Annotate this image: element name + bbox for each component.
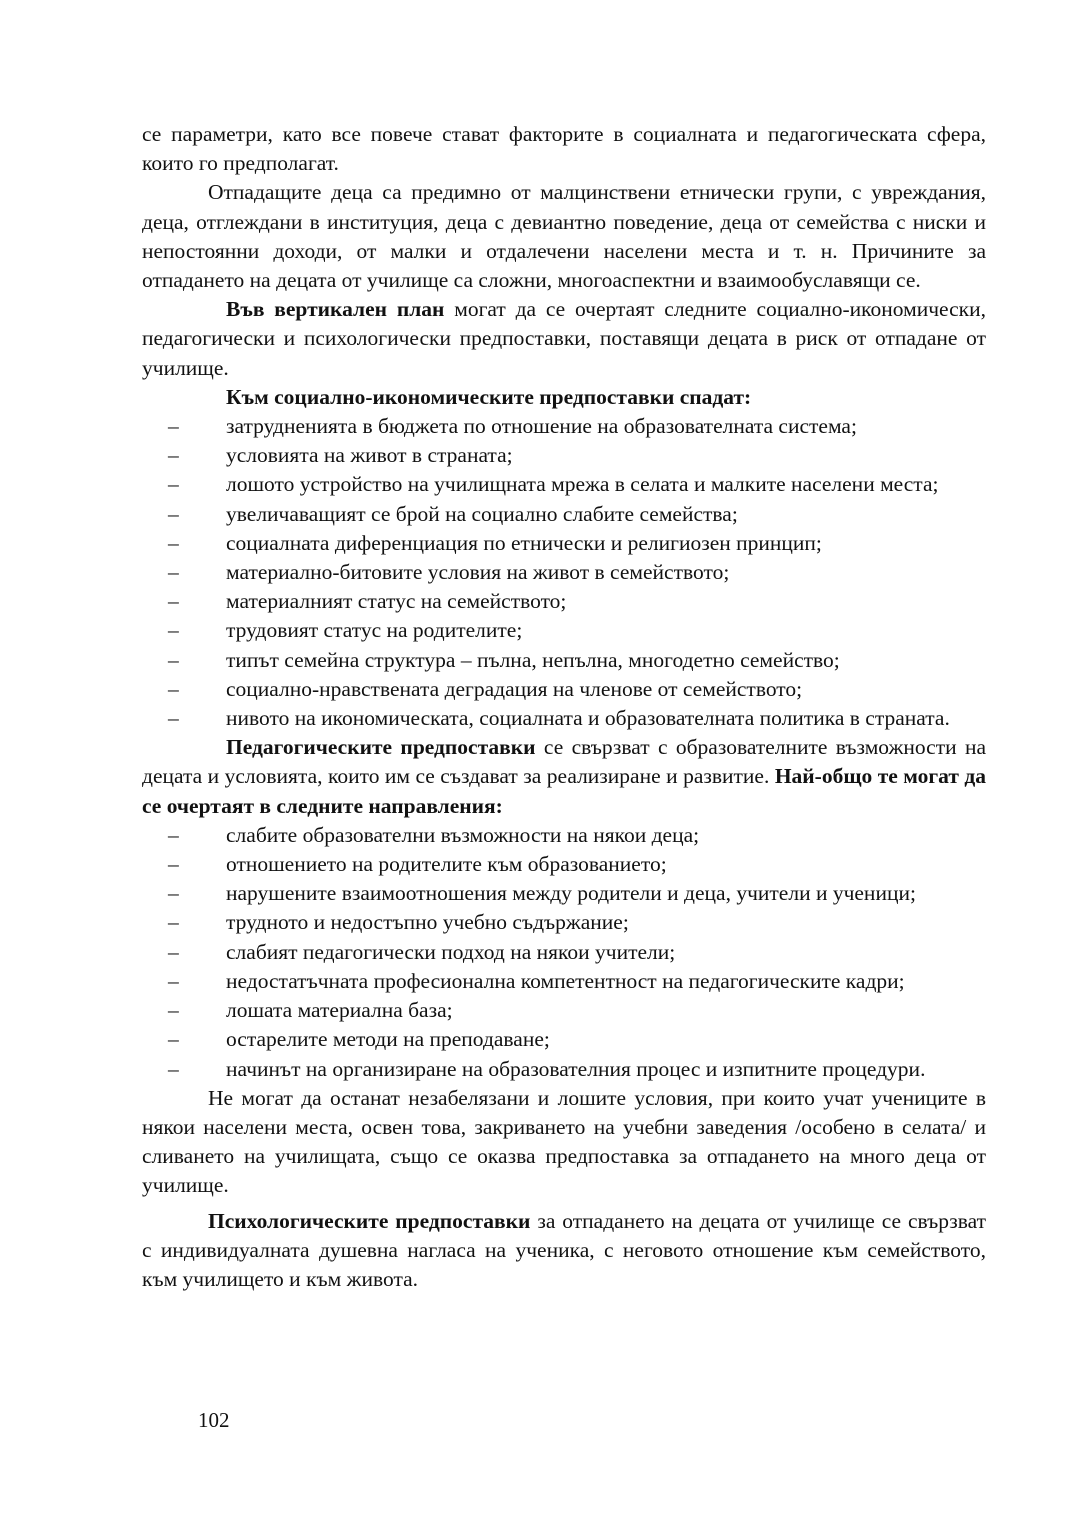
bold-phrase-psychological: Психологическите предпоставки	[208, 1208, 531, 1233]
list-item-text: слабият педагогически подход на някои учители;	[226, 939, 676, 964]
dash-bullet: –	[168, 852, 179, 877]
list-item	[142, 1025, 986, 1054]
list-item-text: нивото на икономическата, социалната и образователната политика в страната.	[226, 706, 950, 731]
dash-bullet: –	[168, 939, 179, 964]
paragraph-vertical-plan-text: могат да се очертаят следните социално-икономически, педагогически и психологически предпоставки, поставящи децата в риск от отпадане от училище.	[142, 297, 986, 380]
list-item	[142, 996, 986, 1025]
list-item	[142, 646, 986, 675]
list-item-text: трудовият статус на родителите;	[226, 618, 523, 643]
paragraph-continuation: се параметри, като все повече стават факторите в социалната и педагогическата сфера, които го предполагат.	[142, 122, 986, 176]
dash-bullet: –	[168, 706, 179, 731]
dash-bullet: –	[168, 881, 179, 906]
list-item	[142, 412, 986, 441]
dash-bullet: –	[168, 1056, 179, 1081]
list-item-text: социалната диференциация по етнически и религиозен принцип;	[226, 530, 822, 555]
bold-phrase-vertical-plan: Във вертикален план	[226, 297, 445, 322]
list-item	[142, 500, 986, 529]
list-item-text: начинът на организиране на образователния процес и изпитните процедури.	[226, 1056, 926, 1081]
paragraph-conditions: Не могат да останат незабелязани и лошите условия, при които учат учениците в някои населени места, освен това, закриването на учебни заведения /особено в селата/ и сливането на училищата, също се оказва предпоставка за отпадането на много деца от училище.	[142, 1085, 986, 1198]
list-item	[142, 616, 986, 645]
list-item	[142, 675, 986, 704]
dash-bullet: –	[168, 589, 179, 614]
list-item	[142, 558, 986, 587]
dash-bullet: –	[168, 501, 179, 526]
dash-bullet: –	[168, 647, 179, 672]
list-item	[142, 1055, 986, 1084]
bold-phrase-directions: Най-общо те могат да се очертаят в следните направления:	[142, 764, 986, 818]
list-item-text: отношението на родителите към образованието;	[226, 852, 667, 877]
list-item-text: затрудненията в бюджета по отношение на образователната система;	[226, 414, 857, 439]
dash-bullet: –	[168, 822, 179, 847]
dash-bullet: –	[168, 472, 179, 497]
pedagogical-list	[142, 821, 986, 1084]
dash-bullet: –	[168, 968, 179, 993]
list-item	[142, 850, 986, 879]
page-content	[142, 120, 986, 1294]
list-item-text: материално-битовите условия на живот в семейството;	[226, 560, 730, 585]
list-item-text: недостатъчната професионална компетентност на педагогическите кадри;	[226, 968, 905, 993]
heading-socio-economic: Към социално-икономическите предпоставки спадат:	[226, 384, 752, 409]
list-item-text: увеличаващият се брой на социално слабите семейства;	[226, 501, 738, 526]
paragraph-vertical-plan	[142, 295, 986, 383]
dash-bullet: –	[168, 560, 179, 585]
list-item-text: слабите образователни възможности на някои деца;	[226, 822, 700, 847]
list-item-text: социално-нравствената деградация на членове от семейството;	[226, 676, 803, 701]
list-item	[142, 908, 986, 937]
list-item-text: остарелите методи на преподаване;	[226, 1027, 550, 1052]
socio-economic-list	[142, 412, 986, 733]
paragraph-dropouts: Отпадащите деца са предимно от малцинствени етнически групи, с увреждания, деца, отглеждани в институция, деца с девиантно поведение, деца от семейства с ниски и непостоянни доходи, от малки и отдалечени населени места и т. н. Причините за отпадането на децата от училище са сложни, многоаспектни и взаимообуславящи се.	[142, 180, 986, 293]
list-item	[142, 441, 986, 470]
dash-bullet: –	[168, 618, 179, 643]
list-item	[142, 821, 986, 850]
paragraph-pedagogical-text: се свързват с образователните възможности на децата и условията, които им се създават за реализиране и развитие.	[142, 735, 986, 789]
dash-bullet: –	[168, 910, 179, 935]
list-item-text: лошото устройство на училищната мрежа в селата и малките населени места;	[226, 472, 939, 497]
list-item	[142, 967, 986, 996]
list-item-text: условията на живот в страната;	[226, 443, 513, 468]
bold-phrase-pedagogical: Педагогическите предпоставки	[226, 735, 536, 760]
dash-bullet: –	[168, 530, 179, 555]
list-item-text: материалният статус на семейството;	[226, 589, 567, 614]
list-item-text: типът семейна структура – пълна, непълна, многодетно семейство;	[226, 647, 840, 672]
paragraph-psychological-text: за отпадането на децата от училище се свързват с индивидуалната душевна нагласа на ученика, с неговото отношение към семейството, към училището и към живота.	[142, 1208, 986, 1291]
dash-bullet: –	[168, 414, 179, 439]
list-item	[142, 879, 986, 908]
dash-bullet: –	[168, 998, 179, 1023]
paragraph-pedagogical	[142, 733, 986, 821]
list-item-text: лошата материална база;	[226, 998, 453, 1023]
dash-bullet: –	[168, 1027, 179, 1052]
list-item	[142, 704, 986, 733]
list-item	[142, 587, 986, 616]
list-item	[142, 529, 986, 558]
paragraph-psychological	[142, 1207, 986, 1295]
list-item	[142, 938, 986, 967]
page-number: 102	[198, 1408, 230, 1432]
list-item	[142, 470, 986, 499]
dash-bullet: –	[168, 676, 179, 701]
list-item-text: нарушените взаимоотношения между родители и деца, учители и ученици;	[226, 881, 916, 906]
dash-bullet: –	[168, 443, 179, 468]
list-item-text: трудното и недостъпно учебно съдържание;	[226, 910, 629, 935]
